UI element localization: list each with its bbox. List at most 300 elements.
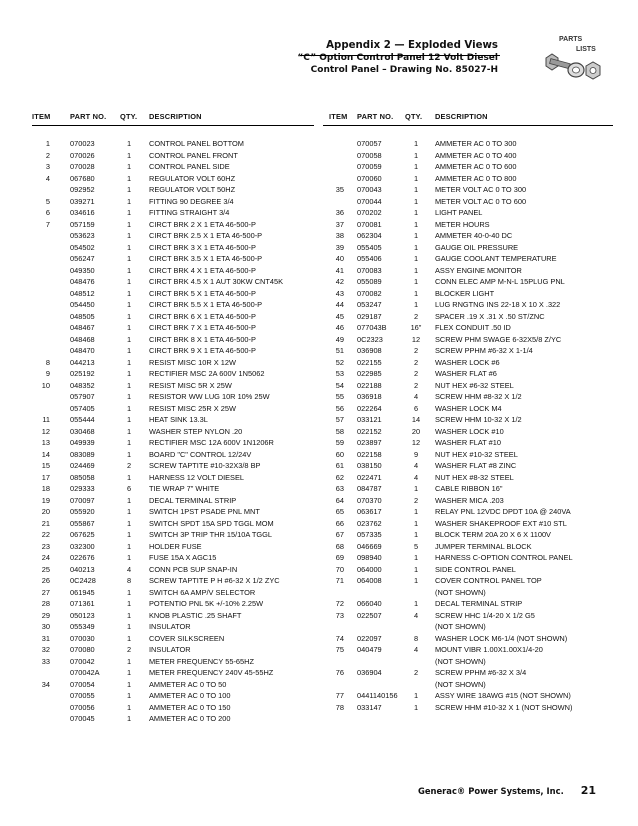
part-number: 048470 [70,346,95,355]
quantity: 1 [413,139,419,148]
description: SCREW TAPTITE P H #6-32 X 1/2 ZYC [149,576,280,585]
description: SWITCH SPDT 15A SPD TGGL MOM [149,518,274,528]
quantity: 1 [413,702,419,712]
description: RESIST MISC 10R X 12W [149,357,236,367]
description: (NOT SHOWN) [435,656,486,666]
table-row [323,483,623,495]
quantity: 6 [413,403,419,413]
item-number: 49 [335,334,344,344]
quantity: 16" [410,323,422,332]
quantity: 4 [413,610,419,620]
page-number: 21 [580,784,596,797]
quantity: 1 [126,300,132,309]
part-number: 038150 [357,461,382,470]
part-number: 057405 [70,403,95,413]
table-row [32,322,314,334]
quantity: 2 [413,668,419,677]
item-number: 78 [335,702,344,712]
quantity: 1 [126,219,132,229]
table-row [323,380,623,392]
quantity: 1 [126,541,132,551]
item-number: 69 [335,553,344,562]
description: LIGHT PANEL [435,208,483,217]
part-number: 057907 [70,392,95,401]
part-number: 025192 [70,369,95,378]
col-qty-header: QTY. [405,112,423,121]
description: AMMETER AC 0 TO 400 [435,150,517,160]
table-row [323,322,623,334]
table-row [323,621,623,633]
quantity: 1 [413,507,419,516]
part-number: 0C2428 [70,576,96,585]
part-number: 049350 [70,265,95,275]
table-row [323,426,623,438]
description: REGULATOR VOLT 60HZ [149,173,236,183]
description: HARNESS C-OPTION CONTROL PANEL [435,553,573,562]
description: HOLDER FUSE [149,541,202,551]
description: CIRCT BRK 9 X 1 ETA 46-500-P [149,346,256,355]
quantity: 1 [126,162,132,171]
description: SCREW HHM #10-32 X 1 (NOT SHOWN) [435,702,573,712]
table-row [323,265,623,277]
quantity: 1 [126,633,132,643]
quantity: 1 [413,553,419,562]
part-number: 070054 [70,679,95,689]
item-number: 71 [335,576,344,585]
item-number: 18 [41,484,50,493]
table-row [323,161,623,173]
quantity: 1 [413,242,419,252]
table-row [32,265,314,277]
description: SWITCH 3P TRIP THR 15/10A TGGL [149,530,272,539]
table-row [323,334,623,346]
description: CONN PCB SUP SNAP-IN [149,564,238,574]
part-number: 070045 [70,714,95,723]
description: AMMETER AC 0 TO 300 [435,139,517,148]
part-number: 084787 [357,484,382,493]
quantity: 12 [411,438,421,447]
table-row [32,288,314,300]
part-number: 070028 [70,162,95,171]
col-desc-header: DESCRIPTION [149,112,202,121]
quantity: 1 [413,254,419,263]
description: RELAY PNL 12VDC DPDT 10A @ 240VA [435,507,571,516]
description: SWITCH 6A AMP/V SELECTOR [149,587,256,597]
item-number: 23 [41,541,50,551]
table-row [32,656,314,668]
table-body [323,138,623,713]
description: SCREW PHM SWAGE 6-32X5/8 Z/YC [435,334,562,344]
quantity: 1 [413,691,419,700]
item-number: 38 [335,231,344,240]
part-number: 023897 [357,438,382,447]
description: METER VOLT AC 0 TO 600 [435,196,527,206]
table-row [32,449,314,461]
part-number: 055349 [70,622,95,631]
table-row [323,437,623,449]
quantity: 1 [413,265,419,275]
col-part-header: PART NO. [70,112,107,121]
item-number: 42 [335,277,344,286]
table-row [32,173,314,185]
item-number: 40 [335,254,344,263]
part-number: 050123 [70,610,95,620]
quantity: 1 [413,518,419,528]
description: HEAT SINK 13.3L [149,415,208,424]
part-number: 055406 [357,254,382,263]
table-row [32,368,314,380]
part-number: 048512 [70,288,95,298]
col-item-header: ITEM [32,112,51,121]
quantity: 1 [413,162,419,171]
table-row [323,610,623,622]
quantity: 2 [413,495,419,505]
description: NUT HEX #6-32 STEEL [435,380,514,390]
quantity: 1 [126,599,132,608]
table-row [32,414,314,426]
table-row [323,391,623,403]
parts-table-left [32,112,314,725]
item-number: 62 [335,472,344,482]
table-row [323,690,623,702]
quantity: 4 [126,564,132,574]
description: METER FREQUENCY 55-65HZ [149,656,254,666]
table-row [323,150,623,162]
item-number: 19 [41,495,50,505]
description: HARNESS 12 VOLT DIESEL [149,472,245,482]
table-body [32,138,314,725]
quantity: 1 [126,334,132,344]
item-number: 77 [335,691,344,700]
description: RESISTOR WW LUG 10R 10% 25W [149,392,270,401]
item-number: 45 [335,311,344,321]
item-number: 7 [45,219,50,229]
item-number: 75 [335,645,344,654]
description: WASHER MICA .203 [435,495,504,505]
quantity: 1 [126,518,132,528]
description: WASHER LOCK #6 [435,357,500,367]
item-number: 6 [45,208,50,217]
part-number: 054502 [70,242,95,252]
description: RESIST MISC 5R X 25W [149,380,232,390]
part-number: 070082 [357,288,382,298]
item-number: 54 [335,380,344,390]
part-number: 053623 [70,231,95,240]
table-row [32,667,314,679]
item-number: 74 [335,633,344,643]
description: CIRCT BRK 5 X 1 ETA 46-500-P [149,288,256,298]
description: CONTROL PANEL FRONT [149,150,238,160]
quantity: 2 [126,645,132,654]
part-number: 085058 [70,472,95,482]
description: GAUGE OIL PRESSURE [435,242,519,252]
description: KNOB PLASTIC .25 SHAFT [149,610,242,620]
description: WASHER STEP NYLON .20 [149,426,243,436]
table-row [323,506,623,518]
item-number: 12 [41,426,50,436]
description: BOARD "C" CONTROL 12/24V [149,449,252,459]
description: SCREW TAPTITE #10-32X3/8 BP [149,461,261,470]
item-number: 9 [45,369,50,378]
table-row [32,357,314,369]
table-row [32,230,314,242]
part-number: 092952 [70,185,95,194]
item-number: 68 [335,541,344,551]
quantity: 2 [413,369,419,378]
part-number: 083089 [70,449,95,459]
quantity: 1 [126,196,132,206]
table-row [32,529,314,541]
description: WASHER FLAT #8 ZINC [435,461,517,470]
description: DECAL TERMINAL STRIP [149,495,237,505]
description: JUMPER TERMINAL BLOCK [435,541,532,551]
description: AMMETER AC 0 TO 800 [435,173,517,183]
table-row [323,472,623,484]
description: NUT HEX #10-32 STEEL [435,449,518,459]
table-row [323,242,623,254]
part-number: 040213 [70,564,95,574]
table-row [32,541,314,553]
description: SCREW HHM #8-32 X 1/2 [435,392,522,401]
quantity: 1 [126,185,132,194]
description: RECTIFIER MSC 12A 600V 1N1206R [149,438,274,447]
part-number: 024469 [70,461,95,470]
table-row [323,357,623,369]
description: METER FREQUENCY 240V 45-55HZ [149,668,274,677]
table-row [32,219,314,231]
quantity: 1 [413,150,419,160]
table-row [323,656,623,668]
part-number: 033147 [357,702,382,712]
col-qty-header: QTY. [120,112,138,121]
parts-table-right [323,112,623,713]
part-number: 066040 [357,599,382,608]
table-row [32,621,314,633]
item-number: 4 [45,173,50,183]
quantity: 1 [126,679,132,689]
part-number: 022507 [357,610,382,620]
description: FITTING 90 DEGREE 3/4 [149,196,234,206]
part-number: 022158 [357,449,382,459]
quantity: 20 [411,426,421,436]
quantity: 1 [126,472,132,482]
item-number: 43 [335,288,344,298]
table-row [323,414,623,426]
quantity: 1 [413,185,419,194]
table-row [323,564,623,576]
description: REGULATOR VOLT 50HZ [149,185,236,194]
parts-lists-icon [536,30,606,90]
part-number: 064008 [357,576,382,585]
table-row [323,552,623,564]
table-row [32,495,314,507]
item-number: 17 [41,472,50,482]
item-number: 46 [335,323,344,332]
table-row [323,288,623,300]
item-number: 64 [335,495,344,505]
table-row [323,495,623,507]
table-row [32,184,314,196]
part-number: 049939 [70,438,95,447]
quantity: 1 [126,208,132,217]
part-number: 070030 [70,633,95,643]
table-row [32,506,314,518]
part-number: 070059 [357,162,382,171]
part-number: 070055 [70,691,95,700]
part-number: 048352 [70,380,95,390]
part-number: 070058 [357,150,382,160]
item-number: 8 [45,357,50,367]
appendix-title: Appendix 2 — Exploded Views [326,40,498,51]
table-row [32,564,314,576]
item-number: 39 [335,242,344,252]
quantity: 1 [126,139,132,148]
item-number: 30 [41,622,50,631]
item-number: 22 [41,530,50,539]
part-number: 040479 [357,645,382,654]
part-number: 070056 [70,702,95,712]
part-number: 064000 [357,564,382,574]
page-footer [418,784,596,797]
item-number: 76 [335,668,344,677]
part-number: 071361 [70,599,95,608]
description: WASHER LOCK #10 [435,426,504,436]
header-underline-left [32,125,314,126]
item-number: 67 [335,530,344,539]
description: (NOT SHOWN) [435,587,486,597]
table-row [323,276,623,288]
quantity: 1 [413,576,419,585]
description: GAUGE COOLANT TEMPERATURE [435,254,557,263]
col-part-header: PART NO. [357,112,394,121]
table-row [323,667,623,679]
table-row [32,138,314,150]
item-number: 1 [45,139,50,148]
quantity: 4 [413,461,419,470]
part-number: 070044 [357,196,382,206]
quantity: 1 [413,231,419,240]
drawing-subtitle-2: Control Panel – Drawing No. 85027-H [310,65,498,75]
description: CONTROL PANEL BOTTOM [149,139,244,148]
quantity: 1 [126,656,132,666]
description: FLEX CONDUIT .50 ID [435,323,511,332]
table-row [32,587,314,599]
part-number: 056247 [70,254,95,263]
item-number: 57 [335,415,344,424]
item-number: 51 [335,346,344,355]
item-number: 53 [335,369,344,378]
description: SIDE CONTROL PANEL [435,564,516,574]
quantity: 1 [126,346,132,355]
description: RESIST MISC 25R X 25W [149,403,236,413]
description: CIRCT BRK 5.5 X 1 ETA 46-500-P [149,300,263,309]
quantity: 1 [126,507,132,516]
table-row [32,679,314,691]
part-number: 070026 [70,150,95,160]
part-number: 077043B [357,323,387,332]
part-number: 044213 [70,357,95,367]
description: SCREW PPHM #6-32 X 3/4 [435,668,527,677]
description: WASHER FLAT #6 [435,369,497,378]
table-row [32,345,314,357]
table-row [32,633,314,645]
table-row [323,403,623,415]
description: COVER CONTROL PANEL TOP [435,576,542,585]
table-row [32,161,314,173]
part-number: 070057 [357,139,382,148]
description: CONN ELEC AMP M-N-L 15PLUG PNL [435,277,565,286]
table-row [323,207,623,219]
item-number: 36 [335,208,344,217]
part-number: 061945 [70,587,95,597]
part-number: 029187 [357,311,382,321]
item-number: 5 [45,196,50,206]
part-number: 0C2323 [357,334,383,344]
item-number: 34 [41,679,50,689]
description: WASHER LOCK M4 [435,403,502,413]
part-number: 022097 [357,633,382,643]
table-row [32,334,314,346]
quantity: 1 [126,553,132,562]
quantity: 2 [413,380,419,390]
quantity: 1 [126,415,132,424]
part-number: 070202 [357,208,382,217]
quantity: 1 [413,564,419,574]
item-number: 63 [335,484,344,493]
item-number: 37 [335,219,344,229]
description: SCREW HHC 1/4-20 X 1/2 G5 [435,610,535,620]
part-number: 070060 [357,173,382,183]
quantity: 2 [413,357,419,367]
quantity: 1 [126,242,132,252]
table-row [323,541,623,553]
table-row [323,702,623,714]
part-number: 022985 [357,369,382,378]
part-number: 0441140156 [357,691,398,700]
description: RECTIFIER MSC 2A 600V 1N5062 [149,369,265,378]
table-row [323,368,623,380]
table-row [323,587,623,599]
part-number: 055444 [70,415,95,424]
quantity: 1 [126,357,132,367]
table-row [32,426,314,438]
description: AMMETER AC 0 TO 150 [149,702,231,712]
item-number: 21 [41,518,50,528]
quantity: 2 [126,461,132,470]
table-row [323,184,623,196]
quantity: 12 [411,334,421,344]
quantity: 1 [126,438,132,447]
description: BLOCK TERM 20A 20 X 6 X 1100V [435,530,551,539]
part-number: 048476 [70,277,95,286]
item-number: 13 [41,438,50,447]
quantity: 1 [413,484,419,493]
quantity: 2 [413,311,419,321]
part-number: 023762 [357,518,382,528]
quantity: 1 [413,530,419,539]
part-number: 029333 [70,484,95,493]
quantity: 4 [413,472,419,482]
header-rule [300,55,500,56]
description: WASHER SHAKEPROOF EXT #10 STL [435,518,567,528]
col-item-header: ITEM [329,112,348,121]
table-row [32,253,314,265]
quantity: 4 [413,392,419,401]
item-number: 55 [335,392,344,401]
description: CIRCT BRK 4.5 X 1 AUT 30KW CNT45K [149,277,284,286]
quantity: 1 [126,392,132,401]
quantity: 1 [126,702,132,712]
